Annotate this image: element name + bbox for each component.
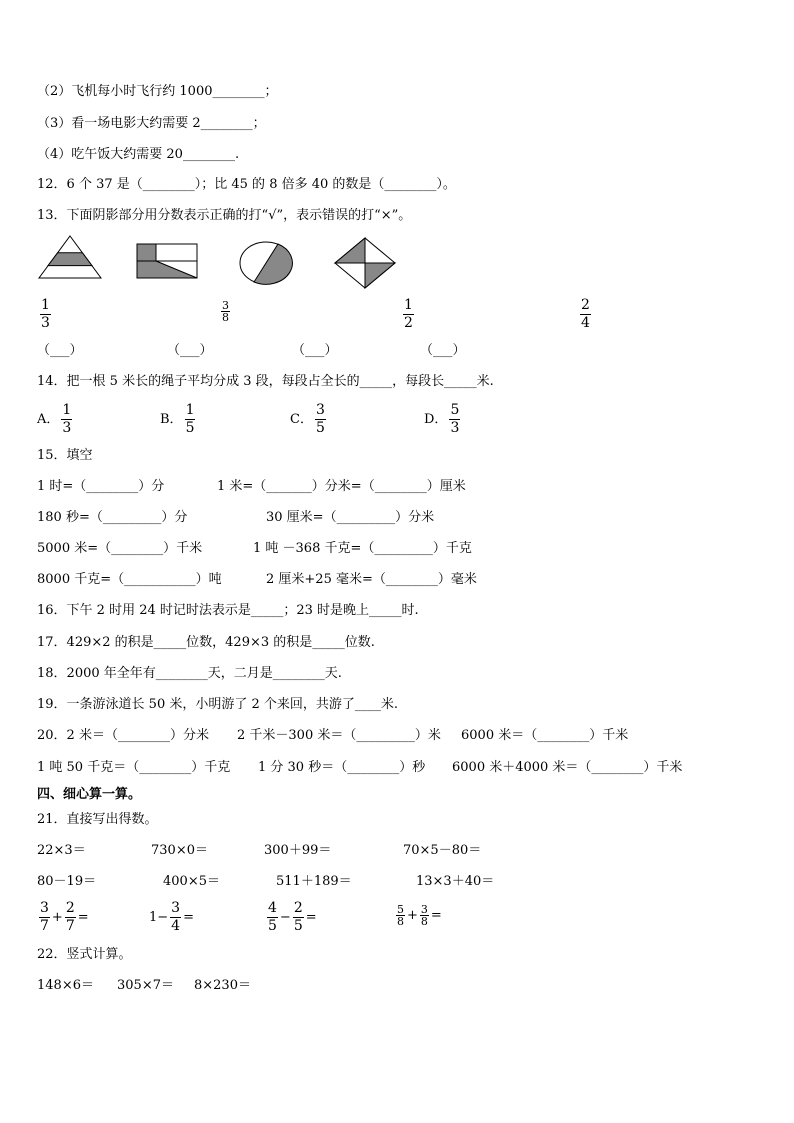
q20-item: 6000 米＝（________）千米: [461, 728, 629, 743]
circle-figure: [238, 240, 294, 286]
q14-option-d[interactable]: D． $\frac{5}{3}$: [424, 402, 460, 436]
section-heading: 四、细心算一算。: [37, 787, 142, 802]
q21-item: 80－19＝: [37, 874, 97, 889]
q11-part3: （3）看一场电影大约需要 2________；: [37, 116, 266, 131]
q19: 19．一条游泳道长 50 米，小明游了 2 个来回，共游了____米.: [37, 697, 399, 712]
q15-item: 1 吨 －368 千克=（_________）千克: [253, 541, 472, 556]
q20-item: 6000 米＋4000 米＝（________）千米: [452, 760, 683, 775]
q13-answer-blank[interactable]: （___）: [292, 343, 338, 358]
q21-item: 400×5＝: [163, 874, 220, 889]
q20-item: 1 吨 50 千克＝（________）千克: [37, 760, 231, 775]
q22-item: 305×7＝: [117, 978, 174, 993]
q15-item: 1 时=（________）分: [37, 479, 165, 494]
q21-item: 511＋189＝: [276, 874, 352, 889]
q21-item: 22×3＝: [37, 843, 86, 858]
q12: 12．6 个 37 是（________）；比 45 的 8 倍多 40 的数是（________）。: [37, 177, 456, 192]
q15-item: 180 秒=（_________）分: [37, 510, 188, 525]
q21-item: 70×5－80＝: [403, 843, 482, 858]
q22-item: 8×230＝: [194, 978, 251, 993]
q11-part2: （2）飞机每小时飞行约 1000________；: [37, 84, 278, 99]
q15-item: 5000 米=（________）千米: [37, 541, 203, 556]
q17: 17．429×2 的积是_____位数，429×3 的积是_____位数.: [37, 635, 375, 650]
q16: 16．下午 2 时用 24 时记时法表示是_____；23 时是晚上_____时.: [37, 603, 419, 618]
q13-fraction-2: $\frac{3}{8}$: [222, 299, 229, 324]
q18: 18．2000 年全年有________天，二月是________天.: [37, 666, 342, 681]
q13-answer-blank[interactable]: （___）: [37, 343, 83, 358]
q13-answer-blank[interactable]: （___）: [420, 343, 466, 358]
q20-item: 20．2 米＝（________）分米: [37, 728, 209, 743]
q13-fraction-1: $\frac{1}{3}$: [41, 297, 50, 331]
rectangle-figure: [136, 243, 200, 281]
q13-fraction-3: $\frac{1}{2}$: [404, 297, 413, 331]
q22-title: 22．竖式计算。: [37, 947, 132, 962]
q15-item: 8000 千克=（___________）吨: [37, 572, 222, 587]
q15-item: 30 厘米=（_________）分米: [266, 510, 435, 525]
q21-item: 730×0＝: [151, 843, 208, 858]
q13-fraction-4: $\frac{2}{4}$: [581, 297, 590, 331]
diamond-figure: [333, 236, 397, 290]
q14-text: 14．把一根 5 米长的绳子平均分成 3 段，每段占全长的_____，每段长_____米.: [37, 374, 494, 389]
q21-fraction-item: $\frac{4}{5}$ − $\frac{2}{5}$ =: [268, 900, 317, 934]
q21-fraction-item: $\frac{5}{8}$ + $\frac{3}{8}$ =: [397, 903, 442, 928]
q14-option-c[interactable]: C． $\frac{3}{5}$: [290, 402, 325, 436]
q20-item: 1 分 30 秒＝（________）秒: [258, 760, 426, 775]
q22-item: 148×6＝: [37, 978, 94, 993]
q14-option-a[interactable]: A． $\frac{1}{3}$: [37, 402, 72, 436]
q21-fraction-item: 1− $\frac{3}{4}$ =: [149, 900, 194, 934]
q21-item: 13×3＋40＝: [416, 874, 495, 889]
q13-answer-blank[interactable]: （___）: [167, 343, 213, 358]
q14-option-b[interactable]: B． $\frac{1}{5}$: [160, 402, 195, 436]
q20-item: 2 千米－300 米＝（_________）米: [237, 728, 441, 743]
q11-part4: （4）吃午饭大约需要 20________.: [37, 147, 240, 162]
q13-text: 13．下面阴影部分用分数表示正确的打“√”，表示错误的打“×”。: [37, 208, 412, 223]
q21-fraction-item: $\frac{3}{7}$ + $\frac{2}{7}$ =: [40, 900, 89, 934]
q15-item: 2 厘米+25 毫米=（________）毫米: [266, 572, 477, 587]
q21-title: 21．直接写出得数。: [37, 812, 158, 827]
q21-item: 300＋99＝: [264, 843, 332, 858]
q15-item: 1 米=（_______）分米=（________）厘米: [217, 479, 466, 494]
q15-title: 15．填空: [37, 448, 93, 463]
triangle-figure: [37, 234, 103, 280]
